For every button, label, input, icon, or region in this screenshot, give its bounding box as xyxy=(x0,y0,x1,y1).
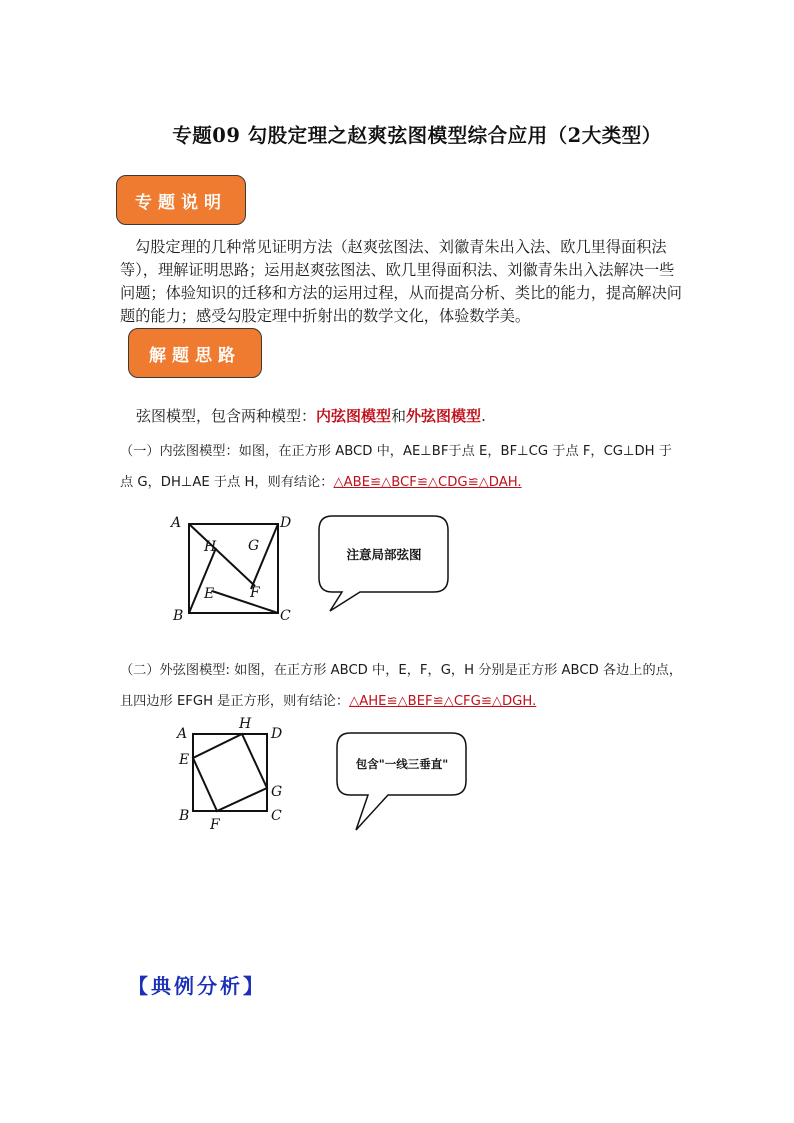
part2-line1: （二）外弦图模型: 如图，在正方形 ABCD 中，E，F，G，H 分别是正方形 ABCD 各边上的点， xyxy=(120,663,683,678)
part1-conclusion: △ABE≌△BCF≌△CDG≌△DAH. xyxy=(333,475,522,490)
outer-model-term: 外弦图模型 xyxy=(406,407,482,425)
figure1-label-d: D xyxy=(280,515,292,531)
figure2-label-b: B xyxy=(179,808,190,824)
inner-square-efgh xyxy=(193,734,267,811)
model-intro-prefix: 弦图模型，包含两种模型： xyxy=(136,407,317,425)
section-heading-example-analysis: 【典例分析】 xyxy=(128,974,266,998)
figure2-label-h: H xyxy=(239,716,252,732)
model-intro-end: . xyxy=(481,407,486,425)
part1-line1: （一）内弦图模型：如图，在正方形 ABCD 中，AE⊥BF于点 E，BF⊥CG 于点 F，CG⊥DH 于 xyxy=(120,444,672,459)
figure2-label-f: F xyxy=(210,817,220,833)
part1-line2 xyxy=(120,471,522,490)
bubble-2-text: 包含"一线三垂直" xyxy=(355,757,449,771)
part2-line2-prefix: 且四边形 EFGH 是正方形，则有结论： xyxy=(120,694,350,709)
bubble-1-text: 注意局部弦图 xyxy=(346,547,422,562)
banner-solving-approach-label: 解题思路 xyxy=(149,345,241,366)
banner-topic-description-label: 专题说明 xyxy=(135,192,227,213)
part2-conclusion: △AHE≌△BEF≌△CFG≌△DGH. xyxy=(349,694,537,709)
inner-model-term: 内弦图模型 xyxy=(316,407,392,425)
figure1-label-f: F xyxy=(250,585,260,601)
figure1-label-h: H xyxy=(204,539,217,555)
banner-topic-description xyxy=(116,175,246,225)
figure2-label-g: G xyxy=(271,784,283,800)
outer-square-abcd-2 xyxy=(193,734,267,811)
figure1-label-a: A xyxy=(171,515,182,531)
intro-paragraph: 勾股定理的几种常见证明方法（赵爽弦图法、刘徽青朱出入法、欧几里得面积法等），理解证明思路；运用赵爽弦图法、欧几里得面积法、刘徽青朱出入法解决一些问题；体验知识的迁移和方法的运用过程，从而提高分析、类比的能力，提高解决问题的能力；感受勾股定理中折射出的数学文化，体验数学美。 xyxy=(120,238,682,325)
part2-line2 xyxy=(120,690,536,709)
part1-line2-prefix: 点 G，DH⊥AE 于点 H，则有结论： xyxy=(120,475,334,490)
figure2-label-a: A xyxy=(177,726,188,742)
model-intro xyxy=(136,405,486,428)
page-title: 专题09 勾股定理之赵爽弦图模型综合应用（2大类型） xyxy=(172,124,662,147)
figure1-label-b: B xyxy=(173,608,184,624)
outer-chord-figure xyxy=(172,712,292,836)
figure2-label-e: E xyxy=(179,752,190,768)
banner-solving-approach xyxy=(128,328,262,378)
figure1-label-g: G xyxy=(248,538,260,554)
model-intro-and: 和 xyxy=(391,407,407,425)
figure1-label-e: E xyxy=(204,586,215,602)
figure1-label-c: C xyxy=(280,608,291,624)
figure2-label-d: D xyxy=(271,726,283,742)
inner-chord-figure xyxy=(168,510,298,628)
figure2-label-c: C xyxy=(271,808,282,824)
